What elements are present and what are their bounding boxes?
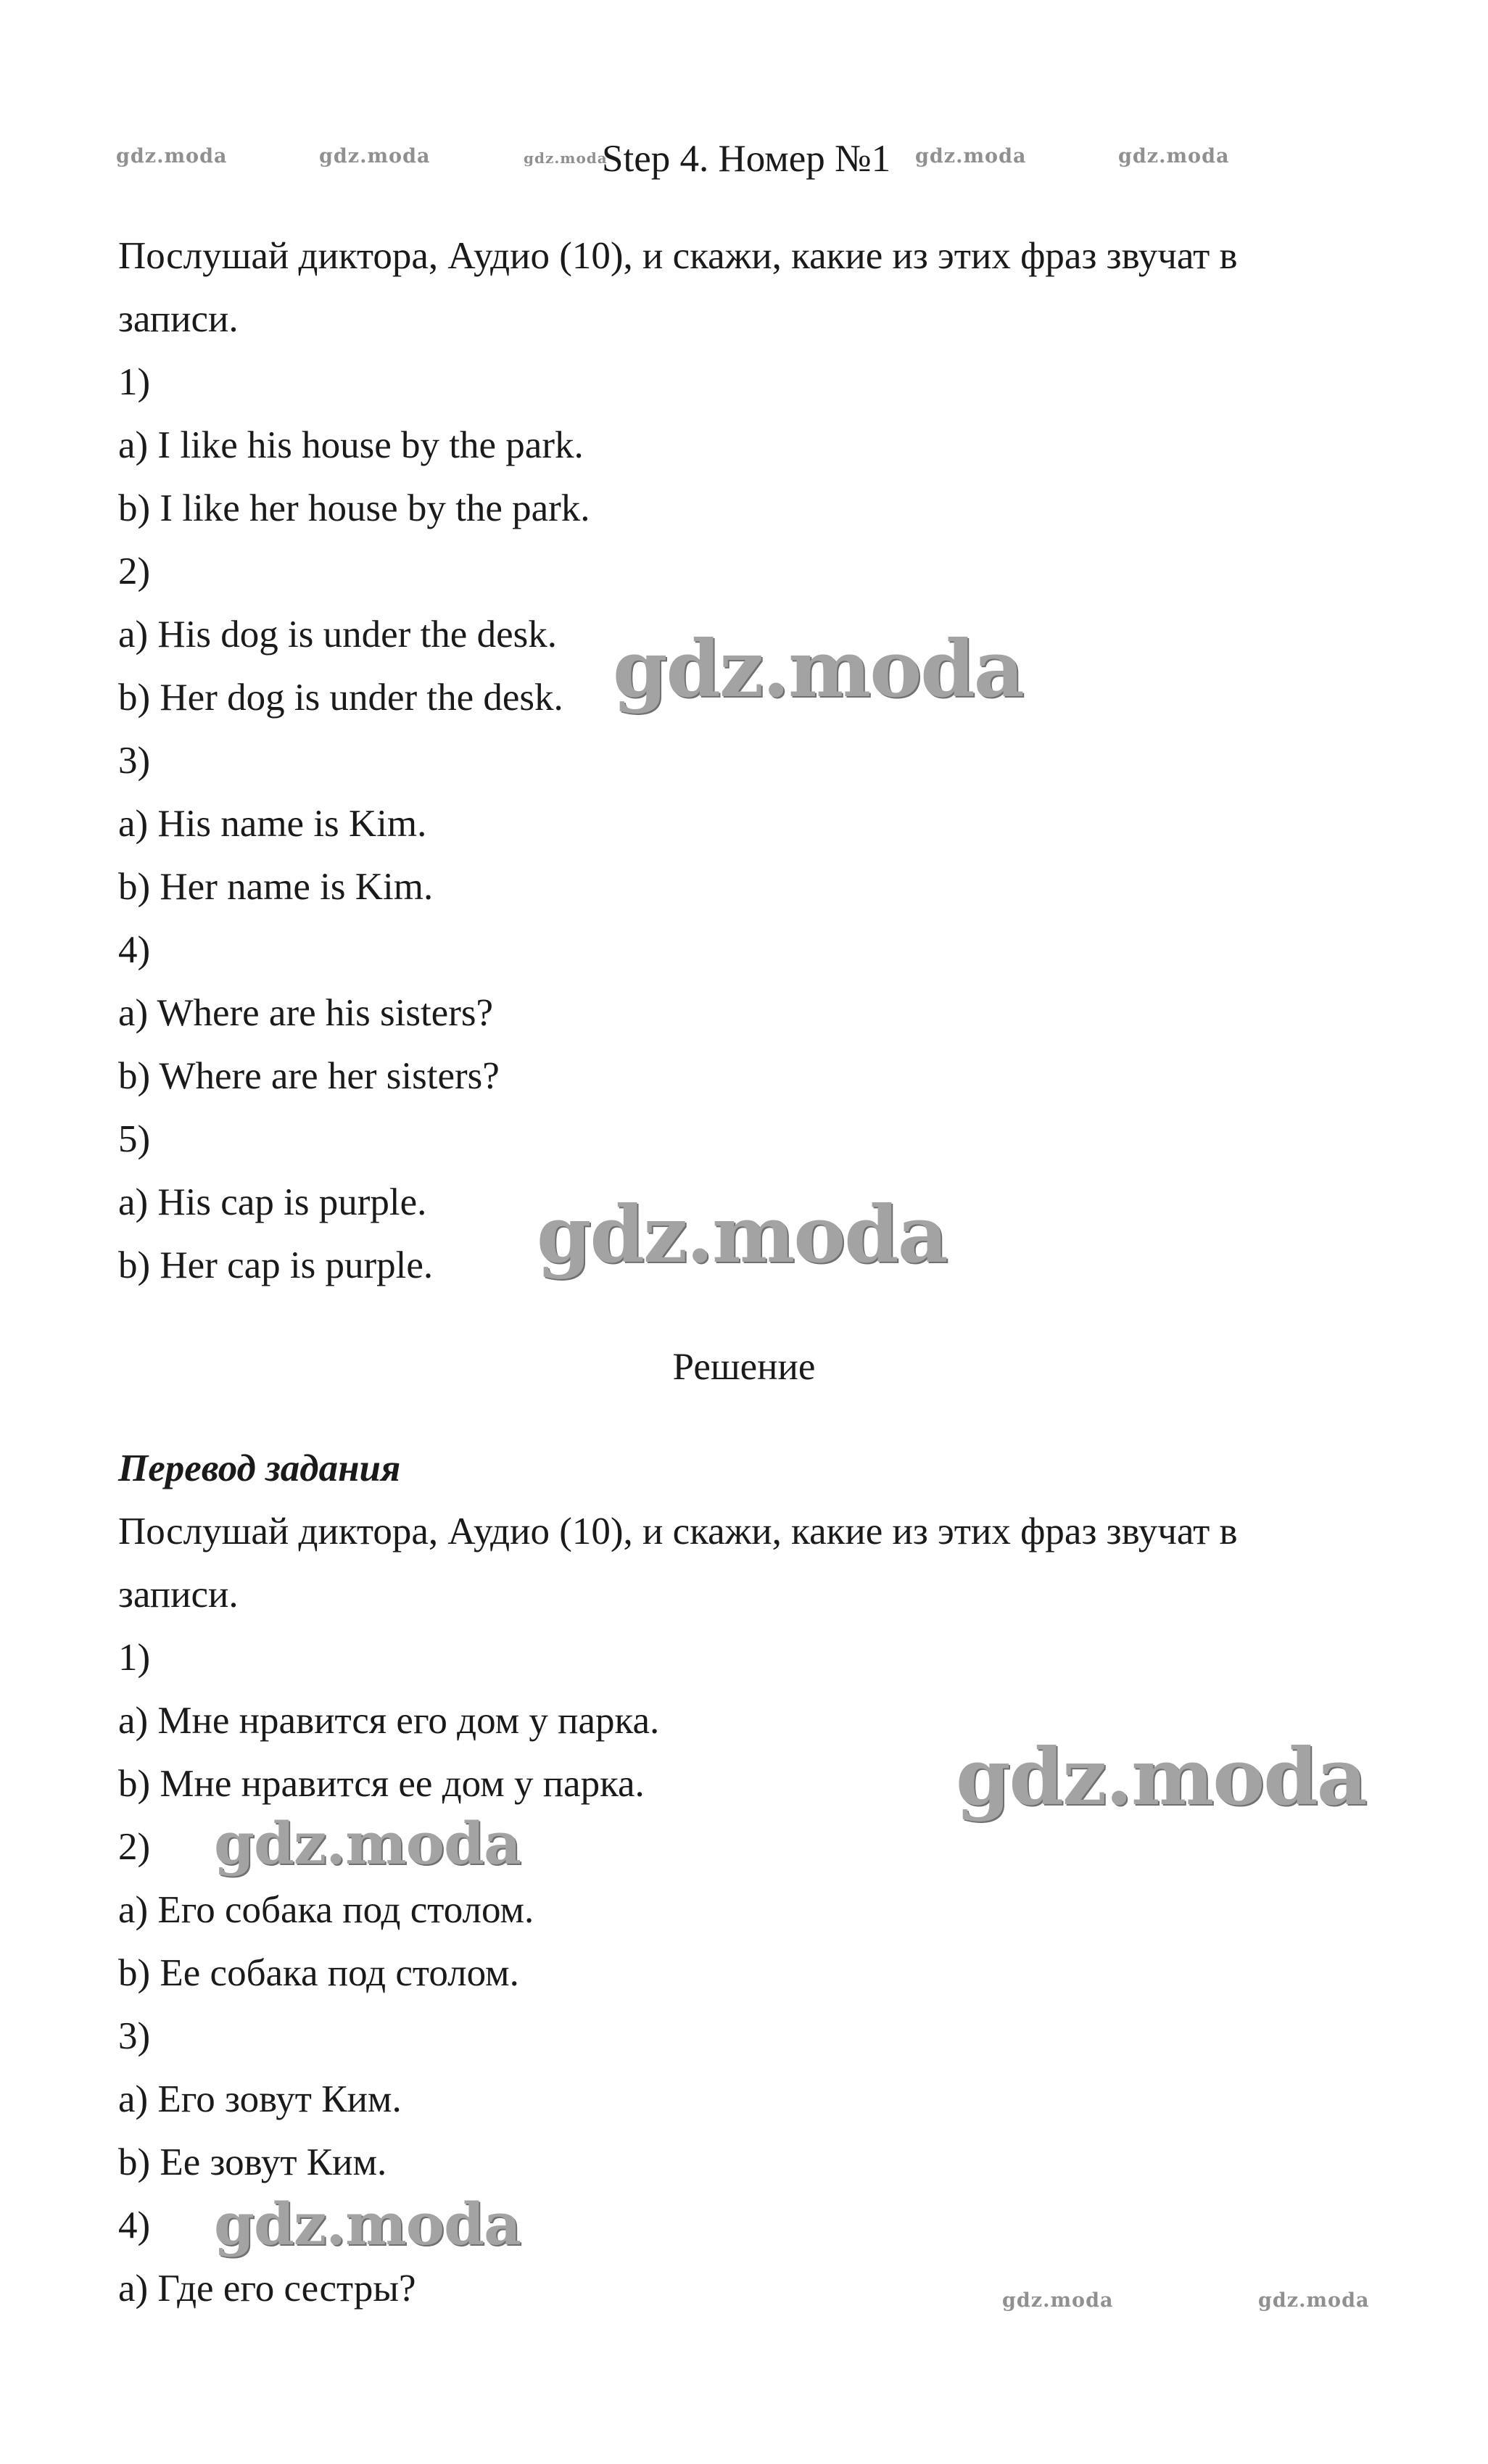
translation-item-number: 1) (118, 1637, 151, 1679)
translation-item-number: 4) (118, 2204, 151, 2246)
watermark: gdz.moda (1258, 2289, 1370, 2312)
solution-label: Решение (672, 1346, 816, 1388)
watermark: gdz.moda (537, 1189, 947, 1281)
task-option: a) His dog is under the desk. (118, 613, 557, 656)
task-item-number: 5) (118, 1118, 151, 1160)
watermark: gdz.moda (214, 1809, 521, 1877)
watermark: gdz.moda (956, 1732, 1366, 1823)
task-instruction: Послушай диктора, Аудио (10), и скажи, какие из этих фраз звучат в (118, 235, 1238, 277)
watermark: gdz.moda (524, 149, 608, 167)
task-option: a) His cap is purple. (118, 1181, 427, 1223)
task-option: b) I like her house by the park. (118, 487, 590, 529)
task-option: a) His name is Kim. (118, 803, 427, 845)
watermark: gdz.moda (319, 145, 431, 168)
task-option: b) Her dog is under the desk. (118, 677, 563, 719)
task-option: a) Where are his sisters? (118, 992, 494, 1034)
translation-item-number: 3) (118, 2015, 151, 2057)
translation-option: a) Мне нравится его дом у парка. (118, 1700, 660, 1742)
task-item-number: 4) (118, 929, 151, 971)
task-option: b) Her cap is purple. (118, 1244, 434, 1286)
translation-instruction: Послушай диктора, Аудио (10), и скажи, какие из этих фраз звучат в (118, 1510, 1238, 1553)
translation-option: b) Ее собака под столом. (118, 1952, 519, 1994)
watermark: gdz.moda (915, 145, 1027, 168)
translation-item-number: 2) (118, 1826, 151, 1868)
translation-heading: Перевод задания (118, 1447, 401, 1489)
task-item-number: 1) (118, 361, 151, 403)
task-option: b) Where are her sisters? (118, 1055, 500, 1097)
translation-option: a) Его собака под столом. (118, 1889, 534, 1931)
task-option: b) Her name is Kim. (118, 866, 434, 908)
task-instruction-cont: записи. (118, 298, 239, 340)
watermark: gdz.moda (1002, 2289, 1114, 2312)
watermark: gdz.moda (1118, 145, 1230, 168)
translation-option: b) Ее зовут Ким. (118, 2141, 387, 2183)
task-item-number: 2) (118, 550, 151, 592)
watermark: gdz.moda (116, 145, 228, 168)
task-item-number: 3) (118, 740, 151, 782)
translation-option: b) Мне нравится ее дом у парка. (118, 1763, 645, 1805)
watermark: gdz.moda (214, 2190, 521, 2258)
translation-option: a) Где его сестры? (118, 2267, 416, 2310)
watermark: gdz.moda (613, 624, 1023, 715)
translation-instruction-cont: записи. (118, 1574, 239, 1616)
page-title: Step 4. Номер №1 (602, 138, 891, 180)
task-option: a) I like his house by the park. (118, 424, 584, 466)
translation-option: a) Его зовут Ким. (118, 2078, 402, 2120)
